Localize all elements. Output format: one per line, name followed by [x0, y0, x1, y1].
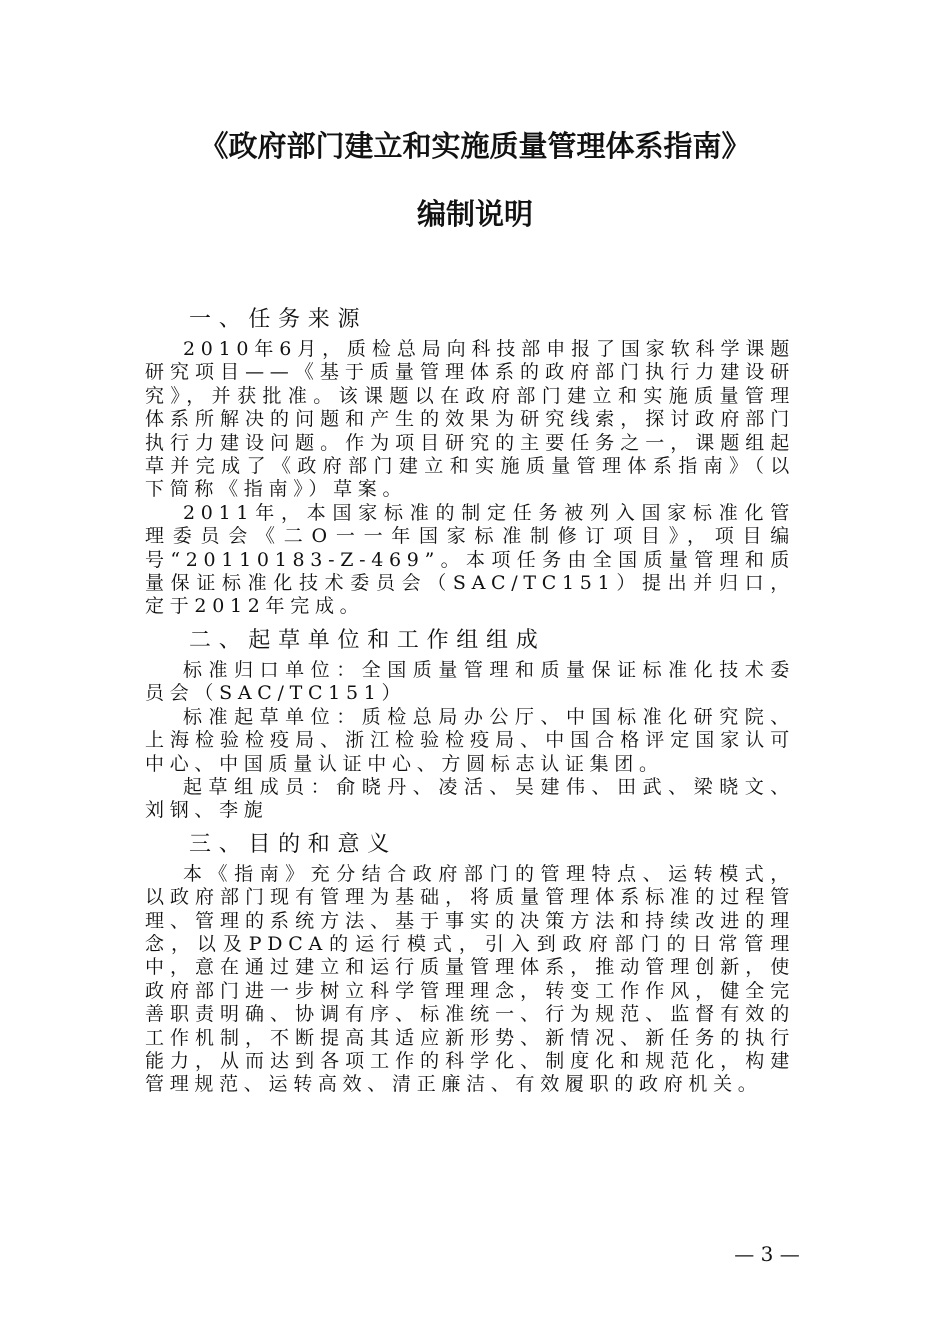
paragraph-purpose: 本《指南》充分结合政府部门的管理特点、运转模式，以政府部门现有管理为基础，将质量管理体系标准的过程管理、管理的系统方法、基于事实的决策方法和持续改进的理念，以及PDCA的运行模式，引入到政府部门的日常管理中，意在通过建立和运行质量管理体系，推动管理创新，使政府部门进一步树立科学管理理念，转变工作作风，健全完善职责明确、协调有序、标准统一、行为规范、监督有效的工作机制，不断提高其适应新形势、新情况、新任务的执行能力，从而达到各项工作的科学化、制度化和规范化，构建管理规范、运转高效、清正廉洁、有效履职的政府机关。 — [145, 862, 795, 1096]
document-title: 《政府部门建立和实施质量管理体系指南》 — [199, 129, 751, 163]
paragraph-task-source-2: 2011年，本国家标准的制定任务被列入国家标准化管理委员会《二O一一年国家标准制修订项目》，项目编号“20110183-Z-469”。本项任务由全国质量管理和质量保证标准化技术委员会（SAC/TC151）提出并归口，定于2012年完成。 — [145, 501, 795, 618]
page-number: — 3 — — [734, 1242, 800, 1266]
document-body — [145, 298, 795, 1097]
document-subtitle: 编制说明 — [416, 197, 533, 231]
paragraph-task-source-1: 2010年6月，质检总局向科技部申报了国家软科学课题研究项目——《基于质量管理体系的政府部门执行力建设研究》，并获批准。该课题以在政府部门建立和实施质量管理体系所解决的问题和产生的效果为研究线索，探讨政府部门执行力建设问题。作为项目研究的主要任务之一，课题组起草并完成了《政府部门建立和实施质量管理体系指南》（以下简称《指南》）草案。 — [145, 338, 795, 501]
section-heading-drafting-units: 二、起草单位和工作组组成 — [189, 627, 546, 653]
paragraph-drafting-members: 起草组成员：俞晓丹、凌活、吴建伟、田武、梁晓文、刘钢、李旎 — [145, 775, 795, 822]
section-heading-task-source: 一、任务来源 — [189, 307, 368, 332]
paragraph-responsible-unit: 标准归口单位：全国质量管理和质量保证标准化技术委员会（SAC/TC151） — [145, 658, 795, 705]
paragraph-drafting-units: 标准起草单位：质检总局办公厅、中国标准化研究院、上海检验检疫局、浙江检验检疫局、中国合格评定国家认可中心、中国质量认证中心、方圆标志认证集团。 — [145, 705, 795, 775]
section-heading-purpose: 三、目的和意义 — [189, 831, 397, 857]
